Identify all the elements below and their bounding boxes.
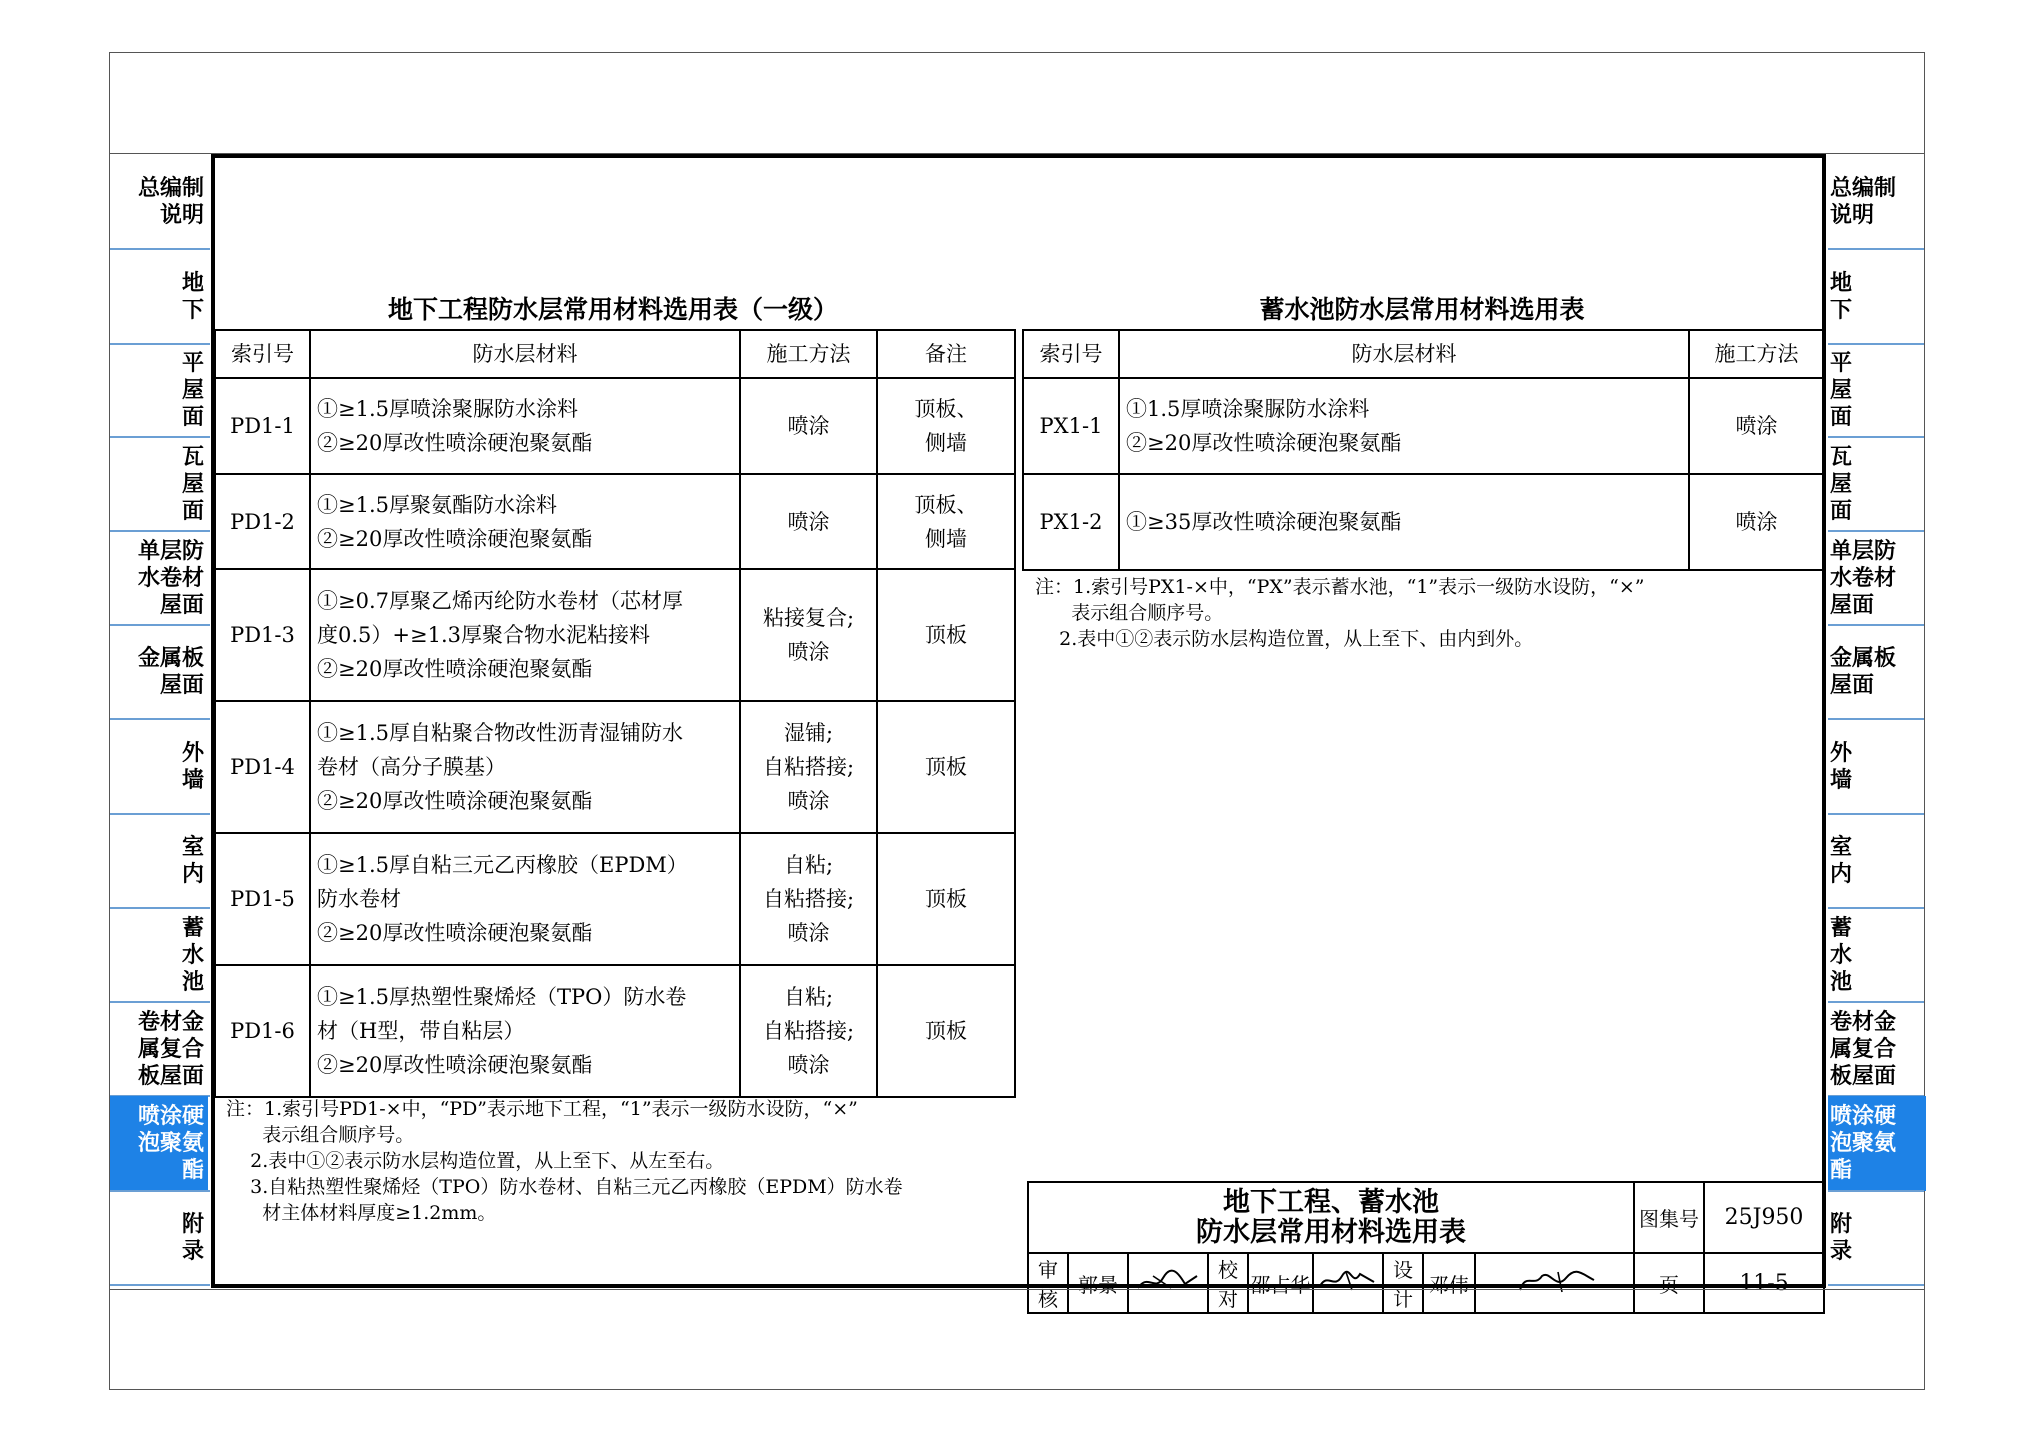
cell-line: 顶板、 [914, 492, 978, 517]
cell-line: ①1.5厚喷涂聚脲防水涂料 [1126, 397, 1370, 421]
sidebar-tab-label-line: 地 [1830, 270, 1853, 296]
sidebar-tab-label-line: 蓄 [181, 915, 204, 941]
reservoir-materials-table [1022, 329, 1825, 571]
table-row [1023, 474, 1824, 570]
cell-line: ②≥20厚改性喷涂硬泡聚氨酯 [317, 921, 593, 945]
sidebar-tab-label-line: 墙 [181, 767, 204, 793]
sidebar-tab-label-line: 属复合 [1830, 1036, 1897, 1062]
cell-line: ②≥20厚改性喷涂硬泡聚氨酯 [317, 789, 593, 813]
sidebar-tab-2[interactable] [110, 249, 208, 344]
cell-line: ①≥1.5厚自粘三元乙丙橡胶（EPDM） [317, 853, 688, 877]
sidebar-tab-label-line: 瓦 [181, 444, 204, 470]
sidebar-tab-label-line: 面 [181, 498, 204, 524]
designer-name: 邓伟 [1423, 1253, 1475, 1313]
review-label: 审核 [1028, 1253, 1068, 1313]
cell-line: 自粘搭接; [762, 1019, 855, 1043]
note-line: 3.自粘热塑性聚烯烃（TPO）防水卷材、自粘三元乙丙橡胶（EPDM）防水卷 [226, 1176, 903, 1198]
note-line: 材主体材料厚度≥1.2mm。 [226, 1202, 497, 1224]
left-table-title: 地下工程防水层常用材料选用表（一级） [387, 295, 838, 324]
sidebar-tab-10[interactable] [1828, 1002, 1926, 1096]
note-line: 2.表中①②表示防水层构造位置，从上至下、由内到外。 [1035, 628, 1534, 650]
cell-line: 喷涂 [1735, 510, 1778, 534]
sidebar-tab-11[interactable] [110, 1096, 208, 1191]
remark-cell [877, 474, 1015, 569]
method-cell [740, 378, 877, 474]
sidebar-tab-label-line: 附 [1830, 1212, 1853, 1237]
sidebar-tab-label-line: 属复合 [137, 1036, 204, 1062]
note-line: 表示组合顺序号。 [226, 1124, 415, 1146]
frame-divider [110, 153, 1924, 154]
sidebar-tab-label-line: 说明 [1830, 202, 1875, 228]
cell-line: ②≥20厚改性喷涂硬泡聚氨酯 [317, 1053, 593, 1077]
sidebar-tab-6[interactable] [1828, 625, 1926, 719]
sidebar-tab-label-line: 墙 [1830, 767, 1853, 793]
reviewer-signature [1128, 1253, 1208, 1313]
sidebar-tab-label-line: 外 [1830, 740, 1853, 766]
method-cell [740, 569, 877, 701]
drawing-title-line2: 防水层常用材料选用表 [1196, 1216, 1467, 1248]
page-label: 页 [1634, 1253, 1704, 1313]
atlas-label: 图集号 [1634, 1182, 1704, 1253]
index-cell: PD1-5 [215, 833, 310, 965]
right-table-title: 蓄水池防水层常用材料选用表 [1259, 295, 1585, 324]
table-row [215, 701, 1015, 833]
sidebar-tab-8[interactable] [110, 814, 208, 908]
sidebar-divider [110, 1284, 210, 1286]
remark-cell [877, 569, 1015, 701]
cell-line: 喷涂 [787, 414, 830, 438]
cell-line: 顶板 [925, 1019, 967, 1043]
cell-line: 喷涂 [787, 789, 830, 813]
reviewer-name: 郭景 [1068, 1253, 1128, 1313]
method-cell [740, 833, 877, 965]
cell-line: 防水卷材 [317, 887, 401, 911]
sidebar-tab-label-line: 地 [181, 270, 204, 296]
method-cell [1689, 474, 1824, 570]
remark-cell [877, 965, 1015, 1097]
sidebar-tab-label-line: 屋面 [1830, 592, 1875, 618]
sidebar-tab-label-line: 附 [181, 1212, 204, 1237]
cell-line: 喷涂 [1735, 414, 1778, 438]
sidebar-tab-label-line: 屋面 [159, 673, 204, 698]
left-table-notes [226, 1096, 903, 1226]
cell-line: ①≥1.5厚热塑性聚烯烃（TPO）防水卷 [317, 985, 687, 1009]
cell-line: 侧墙 [925, 431, 967, 455]
check-label: 校对 [1208, 1253, 1248, 1313]
col-header-material: 防水层材料 [310, 330, 740, 378]
cell-line: 自粘; [783, 985, 834, 1009]
index-cell: PD1-4 [215, 701, 310, 833]
material-cell [310, 833, 740, 965]
sidebar-tab-label-line: 室 [1830, 835, 1853, 860]
index-cell: PX1-2 [1023, 474, 1119, 570]
sidebar-tab-label-line: 酯 [1830, 1158, 1853, 1183]
underground-materials-table [214, 329, 1016, 1098]
sidebar-tab-label-line: 泡聚氨 [1830, 1131, 1897, 1156]
sidebar-tab-label-line: 蓄 [1830, 915, 1853, 941]
sidebar-tab-2[interactable] [1828, 249, 1926, 344]
index-cell: PD1-3 [215, 569, 310, 701]
sidebar-tab-11[interactable] [1828, 1096, 1926, 1191]
material-cell [310, 965, 740, 1097]
sidebar-tab-6[interactable] [110, 625, 208, 719]
cell-line: 粘接复合; [762, 606, 855, 630]
sidebar-tab-label-line: 屋 [181, 378, 204, 403]
cell-line: ②≥20厚改性喷涂硬泡聚氨酯 [317, 657, 593, 681]
atlas-number: 25J950 [1704, 1182, 1824, 1253]
note-line: 注：1.索引号PD1-×中，“PD”表示地下工程，“1”表示一级防水设防，“×” [226, 1098, 858, 1120]
cell-line: 喷涂 [787, 509, 830, 534]
sidebar-tab-label-line: 外 [181, 740, 204, 766]
cell-line: ②≥20厚改性喷涂硬泡聚氨酯 [317, 431, 593, 455]
method-cell [740, 701, 877, 833]
sidebar-tab-label-line: 平 [181, 351, 204, 376]
sidebar-tab-label-line: 喷涂硬 [137, 1104, 204, 1129]
sidebar-tab-label-line: 屋 [1830, 378, 1853, 403]
sidebar-tab-label-line: 面 [181, 405, 204, 430]
method-cell [1689, 378, 1824, 474]
page-number: 11-5 [1704, 1253, 1824, 1313]
cell-line: 顶板、 [914, 397, 978, 421]
material-cell [310, 474, 740, 569]
cell-line: 自粘; [783, 853, 834, 877]
sidebar-divider [1828, 1284, 1924, 1286]
material-cell [310, 569, 740, 701]
sidebar-tab-7[interactable] [1828, 719, 1926, 814]
table-row [215, 965, 1015, 1097]
sidebar-tab-label-line: 面 [1830, 405, 1853, 430]
cell-line: 顶板 [925, 623, 967, 647]
sidebar-tab-label-line: 说明 [159, 202, 204, 228]
sidebar-tab-label-line: 水 [181, 942, 204, 968]
sidebar-tab-label-line: 水卷材 [1830, 565, 1897, 591]
col-header-method: 施工方法 [1689, 330, 1824, 378]
sidebar-tab-label-line: 下 [1830, 297, 1853, 323]
table-row [215, 569, 1015, 701]
sidebar-tab-label-line: 瓦 [1830, 444, 1853, 470]
sidebar-tab-4[interactable] [1828, 437, 1926, 531]
sidebar-tab-label-line: 屋 [1830, 471, 1853, 497]
sidebar-tab-label-line: 内 [1830, 862, 1853, 887]
index-cell: PX1-1 [1023, 378, 1119, 474]
drawing-title [1028, 1182, 1634, 1253]
material-cell [1119, 474, 1689, 570]
sidebar-tab-label-line: 单层防 [1830, 538, 1897, 564]
sidebar-tab-1[interactable] [110, 154, 208, 249]
material-cell [310, 701, 740, 833]
sidebar-tab-8[interactable] [1828, 814, 1926, 908]
index-cell: PD1-1 [215, 378, 310, 474]
sidebar-tab-label-line: 酯 [181, 1158, 204, 1183]
sidebar-tab-9[interactable] [1828, 908, 1926, 1002]
design-label: 设计 [1383, 1253, 1423, 1313]
sidebar-tab-label-line: 平 [1830, 351, 1853, 376]
sidebar-tab-label-line: 下 [181, 297, 204, 323]
sidebar-tab-label-line: 屋面 [1830, 673, 1875, 698]
table-row [215, 833, 1015, 965]
cell-line: 自粘搭接; [762, 887, 855, 911]
designer-signature [1475, 1253, 1634, 1313]
index-cell: PD1-2 [215, 474, 310, 569]
cell-line: 材（H型，带自粘层） [317, 1019, 525, 1043]
cell-line: 卷材（高分子膜基） [317, 755, 506, 779]
right-table-notes [1035, 574, 1644, 652]
cell-line: ①≥0.7厚聚乙烯丙纶防水卷材（芯材厚 [317, 589, 683, 613]
cell-line: 湿铺; [783, 721, 834, 745]
remark-cell [877, 701, 1015, 833]
sidebar-tab-9[interactable] [110, 908, 208, 1002]
sidebar-tab-label-line: 水 [1830, 942, 1853, 968]
material-cell [1119, 378, 1689, 474]
sidebar-tab-label-line: 金属板 [137, 646, 204, 671]
cell-line: 喷涂 [787, 921, 830, 945]
sidebar-tab-label-line: 金属板 [1830, 646, 1897, 671]
cell-line: ②≥20厚改性喷涂硬泡聚氨酯 [1126, 431, 1402, 455]
cell-line: 侧墙 [925, 526, 967, 551]
sidebar-tab-label-line: 录 [1830, 1239, 1853, 1264]
sidebar-tab-label-line: 水卷材 [137, 565, 204, 591]
sidebar-tab-12[interactable] [1828, 1191, 1926, 1285]
remark-cell [877, 378, 1015, 474]
sidebar-tab-label-line: 单层防 [137, 538, 204, 564]
sidebar-tab-label-line: 室 [181, 835, 204, 860]
cell-line: 自粘搭接; [762, 755, 855, 779]
sidebar-tab-label-line: 屋 [181, 471, 204, 497]
sidebar-tab-label-line: 板屋面 [1830, 1063, 1897, 1089]
cell-line: 喷涂 [787, 640, 830, 664]
col-header-index: 索引号 [215, 330, 310, 378]
sidebar-tab-label-line: 屋面 [159, 592, 204, 618]
col-header-method: 施工方法 [740, 330, 877, 378]
checker-signature [1313, 1253, 1383, 1313]
cell-line: ①≥35厚改性喷涂硬泡聚氨酯 [1126, 510, 1402, 534]
sidebar-tab-5[interactable] [110, 531, 208, 625]
sidebar-tab-label-line: 卷材金 [1830, 1009, 1897, 1035]
title-block [1027, 1181, 1825, 1314]
sidebar-tab-5[interactable] [1828, 531, 1926, 625]
cell-line: 喷涂 [787, 1053, 830, 1077]
sidebar-tab-7[interactable] [110, 719, 208, 814]
sidebar-tab-1[interactable] [1828, 154, 1926, 249]
drawing-title-line1: 地下工程、蓄水池 [1223, 1186, 1440, 1218]
cell-line: 度0.5）+≥1.3厚聚合物水泥粘接料 [317, 623, 650, 647]
sidebar-tab-4[interactable] [110, 437, 208, 531]
sidebar-tab-label-line: 板屋面 [137, 1063, 204, 1089]
sidebar-tab-label-line: 总编制 [1830, 175, 1897, 201]
sidebar-tab-label-line: 卷材金 [137, 1009, 204, 1035]
note-line: 2.表中①②表示防水层构造位置，从上至下、从左至右。 [226, 1150, 725, 1172]
cell-line: ①≥1.5厚自粘聚合物改性沥青湿铺防水 [317, 721, 683, 745]
col-header-index: 索引号 [1023, 330, 1119, 378]
sidebar-tab-3[interactable] [110, 344, 208, 437]
frame-divider [110, 1289, 1924, 1290]
cell-line: 顶板 [925, 887, 967, 911]
sidebar-tab-12[interactable] [110, 1191, 208, 1285]
sidebar-tab-label-line: 面 [1830, 498, 1853, 524]
sidebar-tab-label-line: 录 [181, 1239, 204, 1264]
cell-line: 顶板 [925, 755, 967, 779]
index-cell: PD1-6 [215, 965, 310, 1097]
sidebar-tab-label-line: 喷涂硬 [1830, 1104, 1897, 1129]
sidebar-tab-label-line: 内 [181, 862, 204, 887]
sidebar-tab-label-line: 总编制 [137, 175, 204, 201]
sidebar-tab-label-line: 池 [1830, 969, 1853, 995]
table-row [215, 474, 1015, 569]
sidebar-tab-label-line: 泡聚氨 [137, 1131, 204, 1156]
method-cell [740, 474, 877, 569]
cell-line: ①≥1.5厚喷涂聚脲防水涂料 [317, 397, 578, 421]
cell-line: ②≥20厚改性喷涂硬泡聚氨酯 [317, 526, 593, 551]
checker-name: 邵占华 [1248, 1253, 1313, 1313]
sidebar-tab-10[interactable] [110, 1002, 208, 1096]
table-row [1023, 378, 1824, 474]
material-cell [310, 378, 740, 474]
note-line: 注：1.索引号PX1-×中，“PX”表示蓄水池，“1”表示一级防水设防，“×” [1035, 576, 1645, 598]
table-row [215, 378, 1015, 474]
remark-cell [877, 833, 1015, 965]
col-header-material: 防水层材料 [1119, 330, 1689, 378]
note-line: 表示组合顺序号。 [1035, 602, 1224, 624]
cell-line: ①≥1.5厚聚氨酯防水涂料 [317, 492, 557, 517]
col-header-remark: 备注 [877, 330, 1015, 378]
sidebar-tab-label-line: 池 [181, 969, 204, 995]
method-cell [740, 965, 877, 1097]
sidebar-tab-3[interactable] [1828, 344, 1926, 437]
